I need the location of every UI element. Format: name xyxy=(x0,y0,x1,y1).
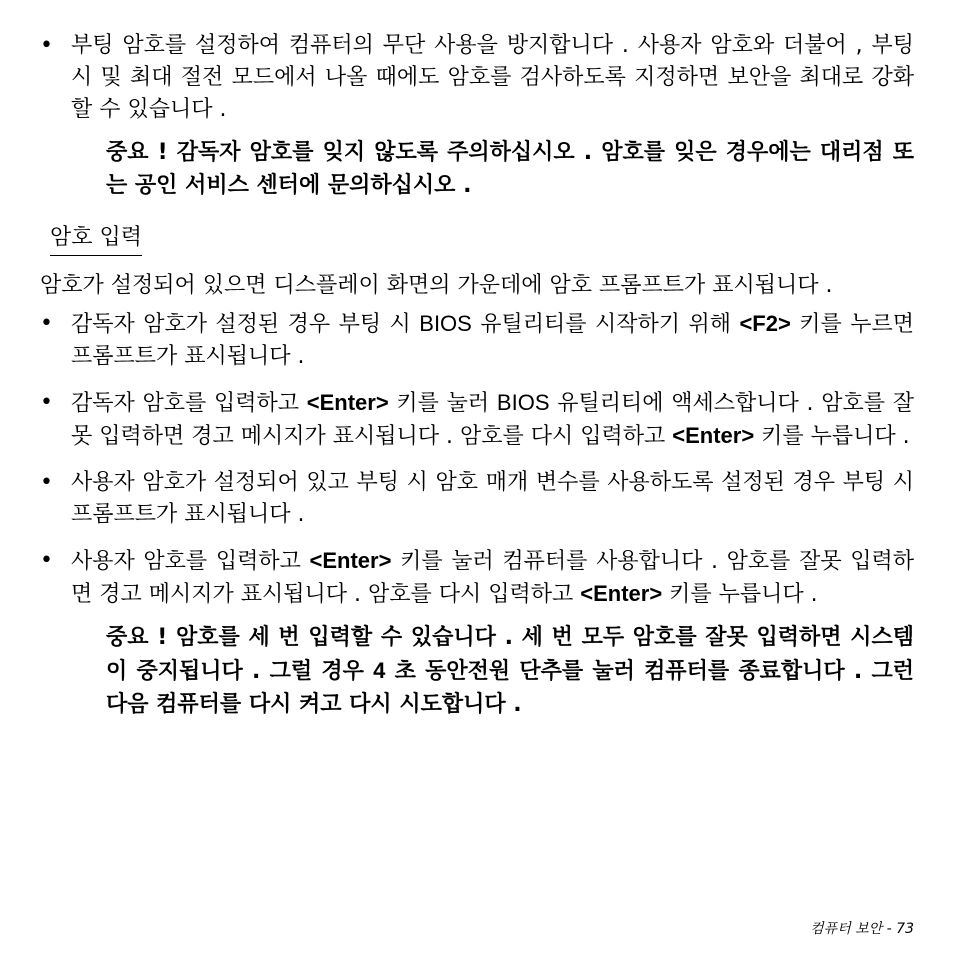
list-item xyxy=(40,30,914,126)
list-item-text: 유틸리티에 액세스합니다 . 암호를 잘못 입력하면 경고 메시지가 표시됩니다 . 암호를 다시 입력하고 xyxy=(71,391,914,449)
key-f2: <F2> xyxy=(739,311,791,336)
note-number: 4 xyxy=(373,658,386,683)
list-item-text: 키를 눌러 컴퓨터를 사용합니다 . 암호를 잘못 입력하면 경고 메시지가 표시됩니다 . 암호를 다시 입력하고 xyxy=(71,549,914,607)
list-item-text: 키를 누르면 프롬프트가 표시됩니다 . xyxy=(71,312,914,369)
footer-section: 컴퓨터 보안 xyxy=(810,921,883,937)
bios-term: BIOS xyxy=(419,311,472,336)
intro-paragraph: 암호가 설정되어 있으면 디스플레이 화면의 가운데에 암호 프롬프트가 표시됩니다 . xyxy=(40,273,833,298)
bios-term: BIOS xyxy=(496,390,550,415)
note-text: 초 동안전원 단추를 눌러 컴퓨터를 종료합니다 . 그런 다음 컴퓨터를 다시 켜고 다시 시도합니다 . xyxy=(106,659,914,717)
page-number: 73 xyxy=(896,921,914,937)
list-item-text: 감독자 암호가 설정된 경우 부팅 시 xyxy=(71,312,420,337)
list-item xyxy=(40,467,914,531)
list-item xyxy=(40,545,914,611)
list-item-text: 감독자 암호를 입력하고 xyxy=(71,391,307,416)
list-item-text: 키를 눌러 xyxy=(388,391,497,416)
list-item xyxy=(40,387,914,453)
list-item-text: 사용자 암호가 설정되어 있고 부팅 시 암호 매개 변수를 사용하도록 설정된 경우 부팅 시 프롬프트가 표시됩니다 . xyxy=(71,470,914,527)
page-content xyxy=(40,30,914,721)
list-item-text: 키를 누릅니다 . xyxy=(662,582,818,607)
footer-separator: - xyxy=(882,921,897,937)
note-text: 감독자 암호를 잊지 않도록 주의하십시오 . 암호를 잊은 경우에는 대리점 또는 공인 서비스 센터에 문의하십시오 . xyxy=(106,140,914,198)
bullet-marker: • xyxy=(40,548,53,573)
note-label: 중요 ! xyxy=(106,140,168,165)
note-label: 중요 ! xyxy=(106,625,168,650)
important-note xyxy=(106,136,914,202)
list-item-text: 사용자 암호를 입력하고 xyxy=(71,549,310,574)
key-enter: <Enter> xyxy=(580,581,663,606)
bullet-marker: • xyxy=(40,390,53,415)
bullet-marker: • xyxy=(40,311,53,336)
important-note xyxy=(106,621,914,721)
note-text: 암호를 세 번 입력할 수 있습니다 . 세 번 모두 암호를 잘못 입력하면 시스템이 중지됩니다 . 그럴 경우 xyxy=(106,625,914,684)
section-heading: 암호 입력 xyxy=(50,222,142,256)
key-enter: <Enter> xyxy=(309,548,392,573)
bullet-marker: • xyxy=(40,33,53,58)
key-enter: <Enter> xyxy=(306,390,389,415)
page-footer xyxy=(810,918,914,938)
list-item xyxy=(40,308,914,373)
key-enter: <Enter> xyxy=(672,423,755,448)
list-item-text: 유틸리티를 시작하기 위해 xyxy=(471,312,740,337)
list-item-text: 부팅 암호를 설정하여 컴퓨터의 무단 사용을 방지합니다 . 사용자 암호와 더불어 , 부팅 시 및 최대 절전 모드에서 나올 때에도 암호를 검사하도록 지정하면 보안을 최대로 강화할 수 있습니다 . xyxy=(71,33,914,122)
list-item-text: 키를 누릅니다 . xyxy=(754,424,910,449)
bullet-marker: • xyxy=(40,470,53,495)
